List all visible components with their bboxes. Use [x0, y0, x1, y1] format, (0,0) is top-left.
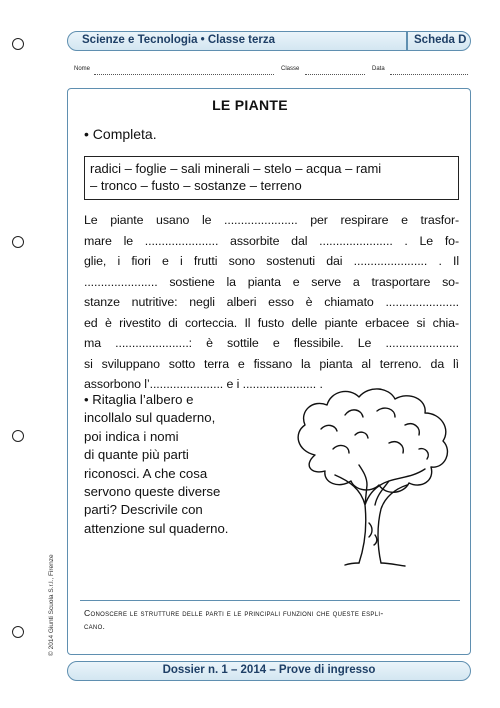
copyright-notice: © 2014 Giunti Scuola S.r.l., Firenze: [48, 554, 55, 656]
tree-crown: [298, 389, 447, 492]
paragraph-line: ed è rivestito di corteccia. Il fusto delle piante erbacee si chia-: [84, 315, 459, 330]
exercise-1-instruction: • Completa.: [84, 126, 157, 142]
header-divider: [406, 32, 408, 50]
binder-hole-4: [12, 626, 24, 638]
subject-title: Scienze e Tecnologia • Classe terza: [82, 34, 276, 46]
footer-bar: [67, 661, 471, 681]
binder-hole-2: [12, 236, 24, 248]
paragraph-line: Le piante usano le ...................... per respirare e trasfor-: [84, 213, 459, 227]
fill-in-paragraph: [84, 210, 459, 395]
paragraph-line: ...................... sostiene la pianta e serve a trasportare so-: [84, 274, 459, 289]
header-bar: [67, 31, 471, 51]
class-label: Classe: [281, 66, 300, 72]
binder-hole-1: [12, 38, 24, 50]
name-field[interactable]: [94, 66, 274, 75]
paragraph-line: si sviluppano sotto terra e fissano la pianta al terreno. da lì: [84, 356, 459, 371]
class-field[interactable]: [305, 66, 365, 75]
scheda-label: Scheda D: [414, 34, 467, 46]
student-fields: [72, 66, 470, 78]
paragraph-line: mare le ...................... assorbite dal ...................... . Le fo-: [84, 233, 459, 248]
word-bank-box: [84, 156, 459, 200]
name-label: Nome: [74, 66, 91, 72]
date-field[interactable]: [390, 66, 468, 75]
learning-objective: Conoscere le strutture delle parti e le principali funzioni che queste espli- cano.: [84, 608, 384, 631]
binder-hole-3: [12, 430, 24, 442]
worksheet-title: LE PIANTE: [212, 97, 288, 113]
word-bank-line: radici – foglie – sali minerali – stelo – acqua – rami: [90, 161, 382, 176]
paragraph-line: assorbono l’...................... e i ...................... .: [84, 377, 323, 391]
date-label: Data: [372, 66, 385, 72]
tree-illustration: [285, 385, 460, 570]
footer-text: Dossier n. 1 – 2014 – Prove di ingresso: [162, 664, 376, 676]
word-bank-line: – tronco – fusto – sostanze – terreno: [90, 178, 302, 193]
paragraph-line: ma ......................: è sottile e flessibile. Le ......................: [84, 336, 459, 350]
paragraph-line: glie, i fiori e i frutti sono sostenuti dai ...................... . Il: [84, 254, 459, 268]
paragraph-line: stanze nutritive: negli alberi esso è chiamato ......................: [84, 295, 459, 309]
exercise-2-instruction: • Ritaglia l’albero e incollalo sul quaderno, poi indica i nomi di quante più parti riconosci. A che cosa servono queste diverse parti? Descrivile con attenzione sul quaderno.: [84, 392, 229, 536]
objective-divider: [80, 600, 460, 601]
